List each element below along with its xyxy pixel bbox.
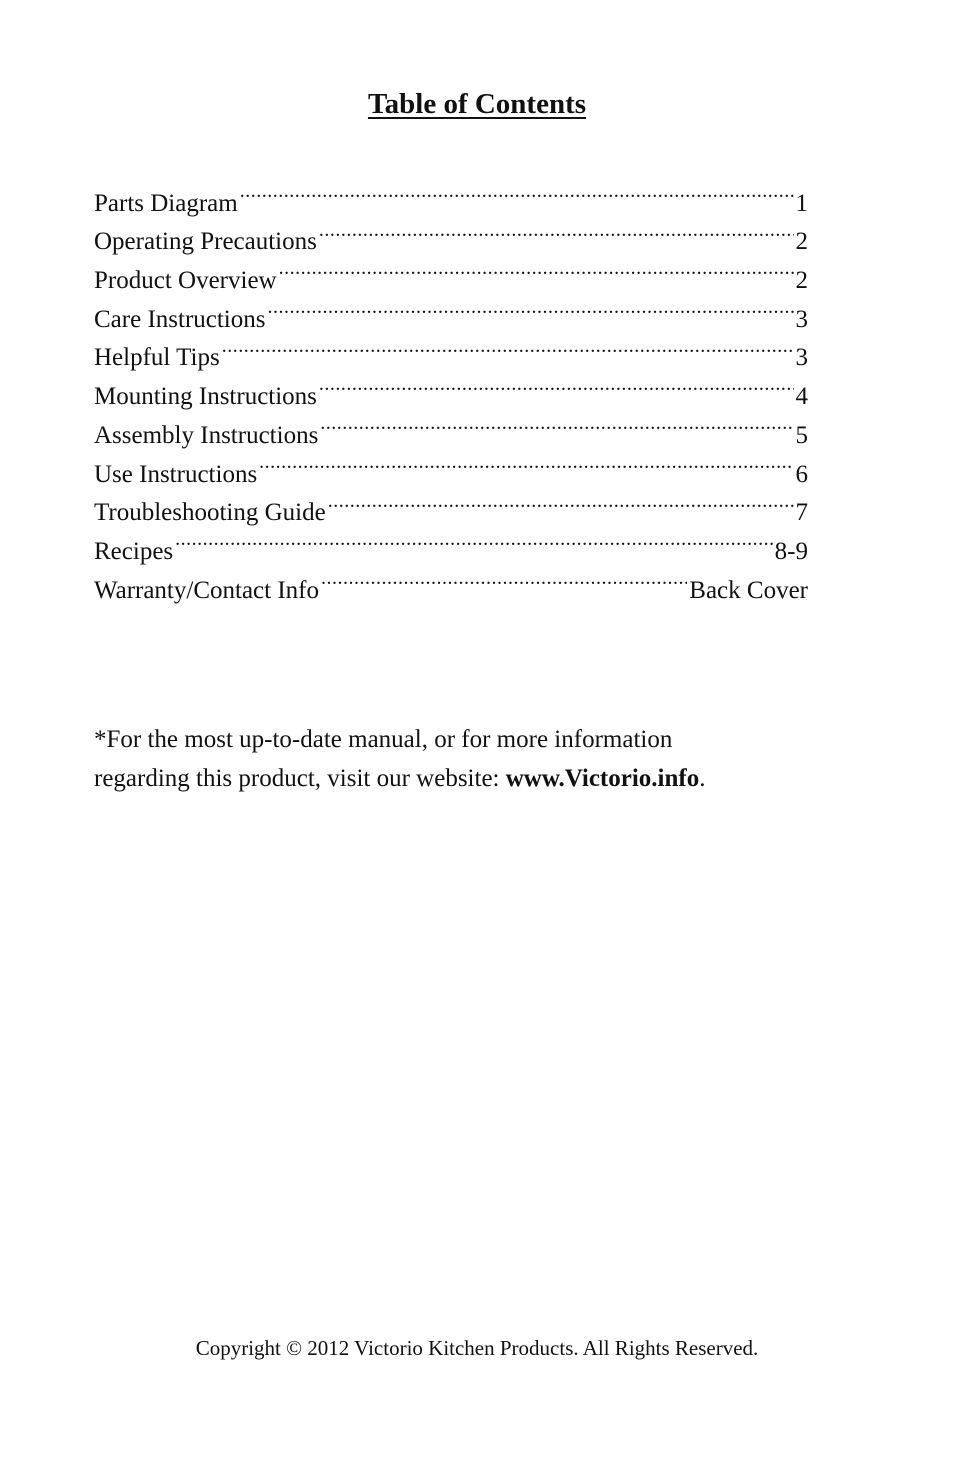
dot-leader — [321, 559, 687, 598]
dot-leader — [175, 520, 773, 559]
note-period: . — [699, 765, 706, 792]
dot-leader — [279, 249, 794, 288]
page-title: Table of Contents — [367, 88, 587, 120]
note-line-2 — [94, 759, 854, 798]
toc-entry-page: 7 — [795, 499, 808, 527]
dot-leader — [320, 404, 793, 443]
dot-leader — [319, 365, 794, 404]
toc-entry-label: Use Instructions — [94, 460, 258, 488]
toc-entry-label: Product Overview — [94, 267, 277, 295]
toc-entry-page: 2 — [795, 267, 808, 295]
website-link[interactable]: www.Victorio.info — [505, 765, 700, 792]
note-line-2-text: regarding this product, visit our website: — [94, 765, 506, 792]
toc-entry-label: Troubleshooting Guide — [94, 499, 326, 527]
dot-leader — [319, 211, 794, 250]
dot-leader — [222, 327, 794, 366]
dot-leader — [240, 172, 794, 211]
dot-leader — [267, 288, 793, 327]
copyright-notice: Copyright © 2012 Victorio Kitchen Products. All Rights Reserved. — [195, 1336, 759, 1360]
toc-entry-parts-diagram — [94, 172, 808, 217]
toc-entry-page: 3 — [795, 305, 808, 333]
toc-entry-page: 2 — [795, 228, 808, 256]
website-note — [94, 720, 854, 798]
toc-entry-label: Operating Precautions — [94, 228, 317, 256]
toc-entry-page: 8-9 — [774, 537, 808, 565]
toc-entry-label: Helpful Tips — [94, 344, 220, 372]
toc-entry-recipes — [94, 520, 808, 565]
toc-entry-label: Parts Diagram — [94, 189, 238, 217]
dot-leader — [259, 443, 793, 482]
toc-entry-label: Care Instructions — [94, 305, 266, 333]
toc-entry-page: 6 — [795, 460, 808, 488]
toc-entry-label: Mounting Instructions — [94, 383, 317, 411]
toc-entry-label: Warranty/Contact Info — [94, 576, 319, 604]
toc-entry-page: 4 — [795, 383, 808, 411]
toc-entry-page: 1 — [795, 189, 808, 217]
toc-entry-label: Assembly Instructions — [94, 421, 319, 449]
toc-entry-page: Back Cover — [689, 576, 808, 604]
toc-entry-page: 5 — [795, 421, 808, 449]
dot-leader — [328, 482, 794, 521]
note-line-1: *For the most up-to-date manual, or for more information — [94, 726, 673, 753]
table-of-contents — [94, 172, 808, 604]
toc-entry-page: 3 — [795, 344, 808, 372]
toc-entry-warranty-contact — [94, 559, 808, 604]
toc-entry-label: Recipes — [94, 537, 174, 565]
